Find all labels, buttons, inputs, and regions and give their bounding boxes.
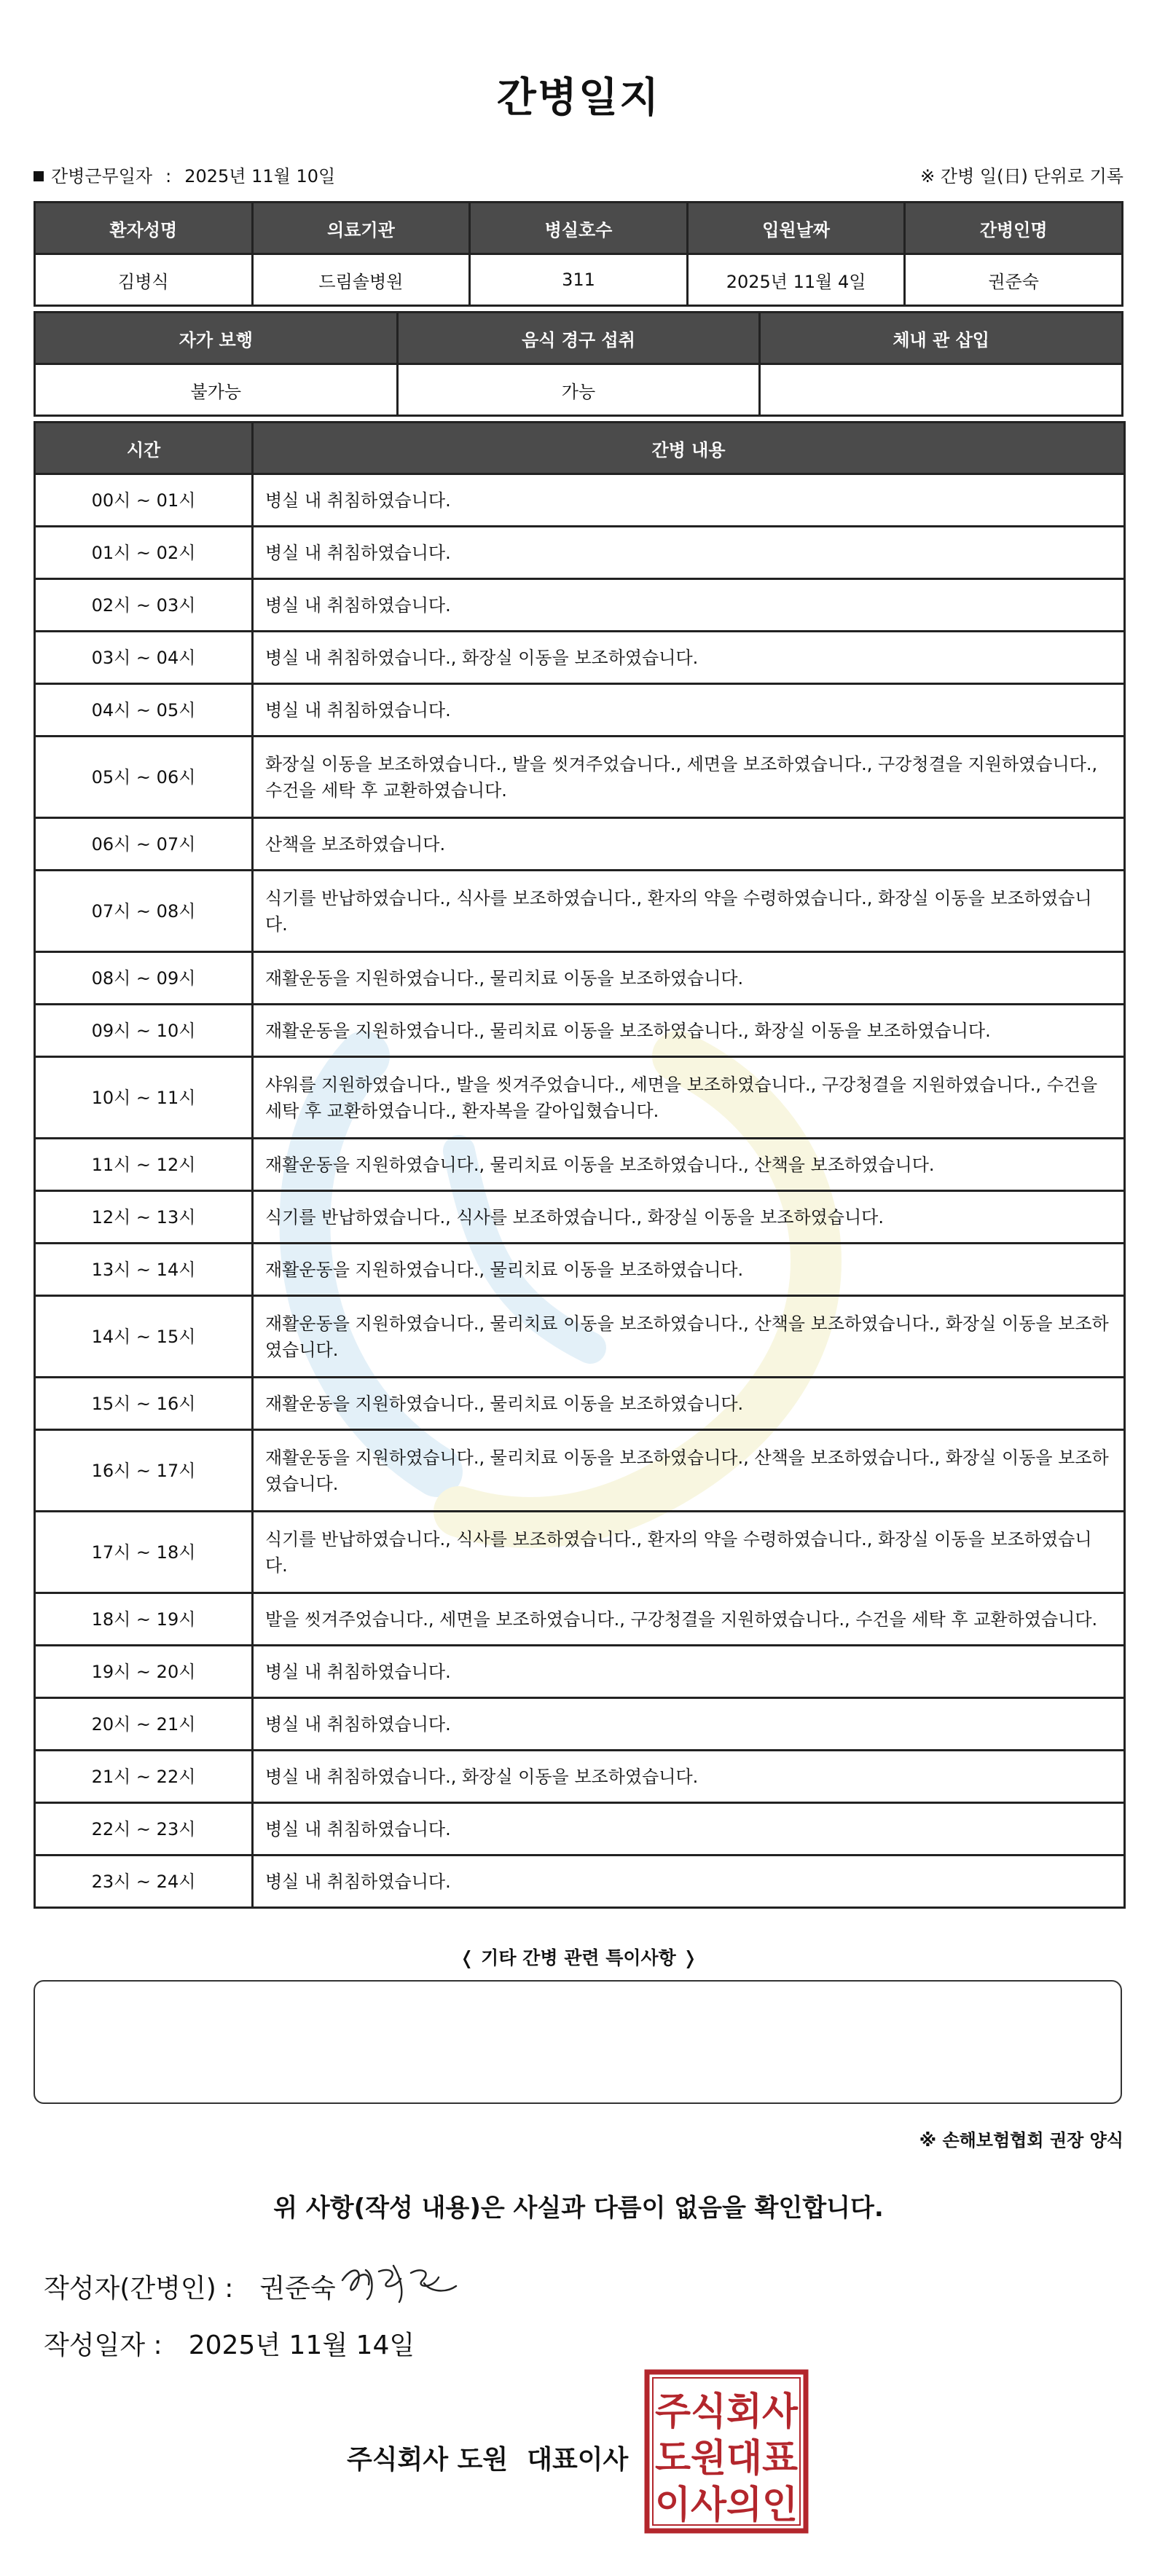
log-row — [35, 1751, 1125, 1803]
log-time-cell: 07시 ~ 08시 — [35, 871, 253, 952]
log-row — [35, 474, 1125, 527]
care-date-separator: : — [165, 166, 172, 186]
log-time-cell: 03시 ~ 04시 — [35, 632, 253, 684]
seal-line-3: 이사의인 — [655, 2483, 798, 2527]
caregiver-name: 권준숙 — [905, 254, 1123, 306]
log-row — [35, 1244, 1125, 1296]
log-row — [35, 1005, 1125, 1057]
log-time-cell: 08시 ~ 09시 — [35, 952, 253, 1005]
log-row — [35, 1593, 1125, 1646]
log-time-cell: 01시 ~ 02시 — [35, 527, 253, 579]
log-row — [35, 527, 1125, 579]
log-time-cell: 11시 ~ 12시 — [35, 1139, 253, 1191]
hospital-name: 드림솔병원 — [252, 254, 470, 306]
log-row — [35, 871, 1125, 952]
room-number: 311 — [470, 254, 688, 306]
square-bullet-icon — [34, 171, 44, 181]
log-content-cell: 병실 내 취침하였습니다. — [253, 474, 1125, 527]
self-walking-value: 불가능 — [35, 364, 398, 416]
log-header-row — [35, 423, 1125, 474]
log-content-cell: 샤워를 지원하였습니다., 발을 씻겨주었습니다., 세면을 보조하였습니다., 구강청결을 지원하였습니다., 수건을 세탁 후 교환하였습니다., 환자복을 갈아입혔습니다. — [253, 1057, 1125, 1139]
log-row — [35, 684, 1125, 737]
written-date-line — [44, 2325, 415, 2362]
log-content-cell: 발을 씻겨주었습니다., 세면을 보조하였습니다., 구강청결을 지원하였습니다., 수건을 세탁 후 교환하였습니다. — [253, 1593, 1125, 1646]
special-notes-title: ❬ 기타 간병 관련 특이사항 ❭ — [459, 1947, 698, 1968]
header-tube-insertion: 체내 관 삽입 — [760, 313, 1123, 364]
status-value-row — [35, 364, 1123, 416]
log-time-cell: 16시 ~ 17시 — [35, 1430, 253, 1512]
header-care-content: 간병 내용 — [253, 423, 1125, 474]
log-time-cell: 21시 ~ 22시 — [35, 1751, 253, 1803]
log-content-cell: 식기를 반납하였습니다., 식사를 보조하였습니다., 화장실 이동을 보조하였습니다. — [253, 1191, 1125, 1244]
log-row — [35, 1856, 1125, 1908]
log-content-cell: 산책을 보조하였습니다. — [253, 818, 1125, 871]
log-time-cell: 20시 ~ 21시 — [35, 1698, 253, 1751]
log-content-cell: 재활운동을 지원하였습니다., 물리치료 이동을 보조하였습니다. — [253, 1244, 1125, 1296]
log-row — [35, 1378, 1125, 1430]
header-hospital: 의료기관 — [252, 203, 470, 254]
header-caregiver-name: 간병인명 — [905, 203, 1123, 254]
log-content-cell: 재활운동을 지원하였습니다., 물리치료 이동을 보조하였습니다., 산책을 보조하였습니다., 화장실 이동을 보조하였습니다. — [253, 1430, 1125, 1512]
log-content-cell: 식기를 반납하였습니다., 식사를 보조하였습니다., 환자의 약을 수령하였습니다., 화장실 이동을 보조하였습니다. — [253, 1512, 1125, 1593]
company-name: 주식회사 도원 — [347, 2445, 509, 2475]
log-content-cell: 재활운동을 지원하였습니다., 물리치료 이동을 보조하였습니다., 화장실 이동을 보조하였습니다. — [253, 1005, 1125, 1057]
log-content-cell: 병실 내 취침하였습니다. — [253, 1646, 1125, 1698]
log-content-cell: 병실 내 취침하였습니다., 화장실 이동을 보조하였습니다. — [253, 632, 1125, 684]
log-row — [35, 1057, 1125, 1139]
log-content-cell: 재활운동을 지원하였습니다., 물리치료 이동을 보조하였습니다. — [253, 1378, 1125, 1430]
log-row — [35, 579, 1125, 632]
log-row — [35, 1430, 1125, 1512]
log-content-cell: 병실 내 취침하였습니다. — [253, 527, 1125, 579]
log-row — [35, 632, 1125, 684]
log-content-cell: 병실 내 취침하였습니다. — [253, 579, 1125, 632]
log-time-cell: 17시 ~ 18시 — [35, 1512, 253, 1593]
log-content-cell: 재활운동을 지원하였습니다., 물리치료 이동을 보조하였습니다., 산책을 보조하였습니다., 화장실 이동을 보조하였습니다. — [253, 1296, 1125, 1378]
log-row — [35, 1646, 1125, 1698]
seal-line-1: 주식회사 — [655, 2390, 799, 2434]
log-row — [35, 1803, 1125, 1856]
log-time-cell: 10시 ~ 11시 — [35, 1057, 253, 1139]
patient-status-table — [34, 311, 1123, 417]
status-header-row — [35, 313, 1123, 364]
log-time-cell: 09시 ~ 10시 — [35, 1005, 253, 1057]
log-row — [35, 818, 1125, 871]
written-date-label: 작성일자 : — [44, 2330, 162, 2360]
patient-name: 김병식 — [35, 254, 253, 306]
log-row — [35, 1139, 1125, 1191]
patient-info-table — [34, 201, 1123, 307]
patient-info-value-row — [35, 254, 1123, 306]
log-time-cell: 13시 ~ 14시 — [35, 1244, 253, 1296]
admission-date: 2025년 11월 4일 — [687, 254, 905, 306]
log-row — [35, 1698, 1125, 1751]
log-content-cell: 병실 내 취침하였습니다. — [253, 1698, 1125, 1751]
header-room-number: 병실호수 — [470, 203, 688, 254]
log-time-cell: 14시 ~ 15시 — [35, 1296, 253, 1378]
header-oral-intake: 음식 경구 섭취 — [397, 313, 760, 364]
log-time-cell: 18시 ~ 19시 — [35, 1593, 253, 1646]
header-admission-date: 입원날짜 — [687, 203, 905, 254]
log-time-cell: 23시 ~ 24시 — [35, 1856, 253, 1908]
log-time-cell: 02시 ~ 03시 — [35, 579, 253, 632]
header-self-walking: 자가 보행 — [35, 313, 398, 364]
log-content-cell: 재활운동을 지원하였습니다., 물리치료 이동을 보조하였습니다., 산책을 보조하였습니다. — [253, 1139, 1125, 1191]
confirmation-statement: 위 사항(작성 내용)은 사실과 다름이 없음을 확인합니다. — [273, 2194, 884, 2223]
log-time-cell: 12시 ~ 13시 — [35, 1191, 253, 1244]
log-time-cell: 00시 ~ 01시 — [35, 474, 253, 527]
log-time-cell: 04시 ~ 05시 — [35, 684, 253, 737]
log-content-cell: 병실 내 취침하였습니다. — [253, 1856, 1125, 1908]
writer-label: 작성자(간병인) : — [44, 2274, 234, 2304]
log-content-cell: 식기를 반납하였습니다., 식사를 보조하였습니다., 환자의 약을 수령하였습니다., 화장실 이동을 보조하였습니다. — [253, 871, 1125, 952]
tube-insertion-value — [760, 364, 1123, 416]
handwritten-signature — [337, 2251, 460, 2309]
company-signoff — [347, 2439, 628, 2476]
log-content-cell: 병실 내 취침하였습니다. — [253, 684, 1125, 737]
log-content-cell: 병실 내 취침하였습니다., 화장실 이동을 보조하였습니다. — [253, 1751, 1125, 1803]
log-row — [35, 737, 1125, 818]
log-row — [35, 1296, 1125, 1378]
log-row — [35, 1191, 1125, 1244]
log-time-cell: 15시 ~ 16시 — [35, 1378, 253, 1430]
hourly-care-log-table — [34, 421, 1126, 1909]
care-date-line — [34, 162, 335, 187]
patient-info-header-row — [35, 203, 1123, 254]
log-time-cell: 05시 ~ 06시 — [35, 737, 253, 818]
log-content-cell: 재활운동을 지원하였습니다., 물리치료 이동을 보조하였습니다. — [253, 952, 1125, 1005]
log-content-cell: 병실 내 취침하였습니다. — [253, 1803, 1125, 1856]
header-patient-name: 환자성명 — [35, 203, 253, 254]
log-content-cell: 화장실 이동을 보조하였습니다., 발을 씻겨주었습니다., 세면을 보조하였습니다., 구강청결을 지원하였습니다., 수건을 세탁 후 교환하였습니다. — [253, 737, 1125, 818]
writer-line — [44, 2268, 336, 2305]
log-row — [35, 952, 1125, 1005]
oral-intake-value: 가능 — [397, 364, 760, 416]
care-date-value: 2025년 11월 10일 — [184, 166, 336, 186]
written-date-value: 2025년 11월 14일 — [188, 2330, 415, 2360]
writer-name: 권준숙 — [259, 2274, 336, 2304]
daily-record-note: ※ 간병 일(日) 단위로 기록 — [920, 166, 1123, 186]
log-time-cell: 19시 ~ 20시 — [35, 1646, 253, 1698]
recommended-form-note: ※ 손해보험협회 권장 양식 — [919, 2130, 1123, 2151]
document-title: 간병일지 — [496, 74, 661, 122]
log-time-cell: 22시 ~ 23시 — [35, 1803, 253, 1856]
company-representative: 대표이사 — [527, 2445, 629, 2475]
log-time-cell: 06시 ~ 07시 — [35, 818, 253, 871]
seal-line-2: 도원대표 — [655, 2437, 798, 2481]
special-notes-box — [34, 1980, 1122, 2104]
header-time: 시간 — [35, 423, 253, 474]
company-seal-stamp — [644, 2369, 809, 2534]
log-row — [35, 1512, 1125, 1593]
care-date-label: 간병근무일자 — [51, 166, 153, 186]
